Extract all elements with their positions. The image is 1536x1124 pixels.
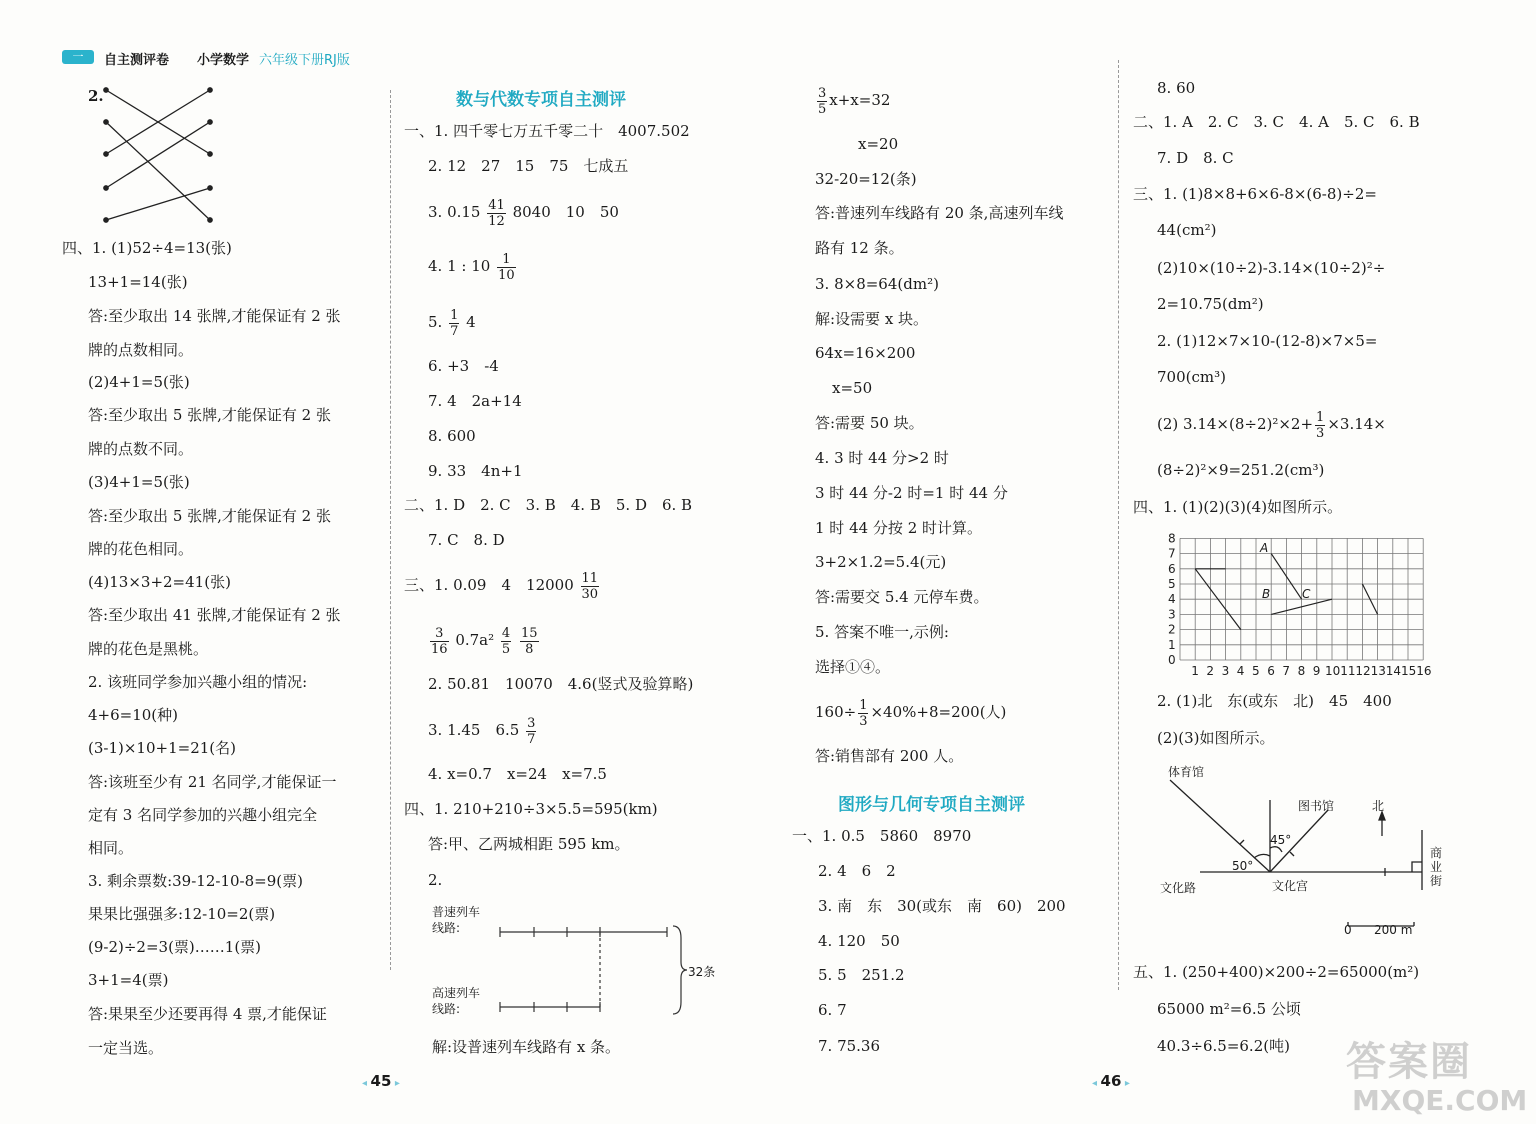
header-subject: 小学数学: [197, 53, 250, 68]
grid-y-tick: 3: [1168, 607, 1176, 622]
answer-line: 牌的点数相同。: [88, 341, 194, 359]
fraction: $\frac{1}{3}$: [859, 697, 868, 729]
answer-line: 2. 50.81 10070 4.6(竖式及验算略): [428, 675, 694, 693]
grid-y-tick: 5: [1168, 577, 1176, 591]
answer-line: (3-1)×10+1=21(名): [88, 739, 236, 757]
answer-line: 五、1. (250+400)×200÷2=65000(m²): [1133, 963, 1420, 981]
answer-line: $\frac{3}{5}$ x+x=32: [818, 85, 891, 117]
answer-line: 3. 8×8=64(dm²): [815, 275, 939, 293]
answer-line: 4. x=0.7 x=24 x=7.5: [428, 765, 607, 783]
answer-line: 7. D 8. C: [1157, 149, 1234, 167]
answer-line: 果果比强强多:12-10=2(票): [88, 905, 276, 923]
map-label-wenhualu: 文化路: [1160, 881, 1197, 895]
answer-line: 3 时 44 分-2 时=1 时 44 分: [815, 484, 1008, 502]
section-title-algebra: 数与代数专项自主测评: [456, 90, 626, 110]
answer-line: 4. 120 50: [818, 932, 900, 950]
watermark-logo: 答案圈: [1346, 1039, 1472, 1085]
answer-line: 答:至少取出 14 张牌,才能保证有 2 张: [88, 307, 341, 325]
answer-line: x=50: [832, 379, 873, 397]
answer-line: 4. 3 时 44 分>2 时: [815, 449, 949, 467]
answer-line: 答:甲、乙两城相距 595 km。: [428, 835, 630, 853]
grid-x-tick: 14: [1385, 664, 1402, 678]
header-badge: 一: [62, 50, 94, 64]
answer-line: (4)13×3+2=41(张): [88, 573, 231, 591]
answer-line: $\frac{3}{16}$ 0.7a² $\frac{4}{5}$ $\frac{15}{8}$: [431, 625, 538, 657]
column-divider-right: [1118, 60, 1119, 990]
answer-line: 定有 3 名同学参加的兴趣小组完全: [88, 806, 318, 824]
answer-line: 路有 12 条。: [815, 239, 904, 257]
answer-line: 答:需要交 5.4 元停车费。: [815, 588, 989, 606]
map-angle-45: 45°: [1270, 833, 1292, 847]
answer-line: 2. (1)12×7×10-(12-8)×7×5=: [1157, 332, 1378, 350]
answer-line: 3. 南 东 30(或东 南 60) 200: [818, 897, 1066, 915]
answer-line: 一、1. 0.5 5860 8970: [792, 827, 972, 845]
question-2-label: 2.: [88, 87, 104, 105]
answer-line: 6. 7: [818, 1001, 847, 1019]
answer-line: 4. 1 : 10 $\frac{1}{10}$: [428, 251, 515, 283]
answer-line: 4+6=10(种): [88, 706, 179, 724]
section-title-geometry: 图形与几何专项自主测评: [838, 795, 1025, 815]
answer-line: 答:至少取出 41 张牌,才能保证有 2 张: [88, 606, 341, 624]
fraction: $\frac{1}{10}$: [498, 251, 515, 283]
grid-label-C: C: [1302, 587, 1311, 601]
answer-line: 2.: [428, 871, 443, 889]
header-series: 自主测评卷: [104, 53, 170, 68]
answer-line: 3. 1.45 6.5 $\frac{3}{7}$: [428, 715, 536, 747]
answer-line: 5. $\frac{1}{7}$ 4: [428, 307, 476, 339]
answer-line: (2)10×(10÷2)-3.14×(10÷2)²÷: [1157, 259, 1386, 277]
answer-line: 3+2×1.2=5.4(元): [815, 553, 947, 571]
answer-line: 答:普速列车线路有 20 条,高速列车线: [815, 204, 1064, 222]
fraction: $\frac{3}{16}$: [431, 625, 448, 657]
grid-x-tick: 5: [1252, 664, 1260, 678]
answer-line: 四、1. (1)52÷4=13(张): [62, 239, 232, 257]
answer-line: 解:设需要 x 块。: [815, 310, 929, 328]
answer-line: 3. 剩余票数:39-12-10-8=9(票): [88, 872, 303, 890]
header-grade: 六年级下册RJ版: [259, 53, 350, 68]
coordinate-grid: [1158, 532, 1438, 682]
answer-line: 答:需要 50 块。: [815, 414, 924, 432]
fraction: $\frac{4}{5}$: [501, 625, 511, 657]
answer-line: 二、1. A 2. C 3. C 4. A 5. C 6. B: [1133, 113, 1420, 131]
grid-y-tick: 2: [1168, 622, 1176, 637]
column-divider-left: [390, 90, 391, 970]
answer-line: 3. 0.15 $\frac{41}{12}$ 8040 10 50: [428, 197, 619, 229]
answer-line: 700(cm³): [1157, 368, 1226, 386]
answer-line: 7. 4 2a+14: [428, 392, 522, 410]
answer-line: 2. 该班同学参加兴趣小组的情况:: [88, 673, 308, 691]
answer-line: 44(cm²): [1157, 221, 1217, 239]
answer-line: (2) 3.14×(8÷2)²×2+ $\frac{1}{3}$ ×3.14×: [1157, 409, 1386, 441]
map-label-shangyejie: 商业街: [1430, 846, 1443, 888]
answer-line: 160÷ $\frac{1}{3}$ ×40%+8=200(人): [815, 697, 1007, 729]
fraction: $\frac{1}{3}$: [1316, 409, 1325, 441]
answer-line: 一、1. 四千零七万五千零二十 4007.502: [404, 122, 690, 140]
fraction: $\frac{15}{8}$: [520, 625, 538, 657]
answer-line: 2. 12 27 15 75 七成五: [428, 157, 629, 175]
grid-x-tick: 11: [1340, 664, 1356, 678]
answer-line: x=20: [858, 135, 899, 153]
map-label-wenhuagong: 文化宫: [1272, 879, 1309, 893]
grid-x-tick: 2: [1206, 664, 1215, 678]
grid-x-tick: 8: [1297, 664, 1306, 678]
answer-line: (8÷2)²×9=251.2(cm³): [1157, 461, 1325, 479]
grid-x-tick: 10: [1325, 664, 1341, 678]
answer-line: 2=10.75(dm²): [1157, 295, 1264, 313]
grid-x-tick: 16: [1416, 664, 1432, 678]
answer-line: 三、1. 0.09 4 12000 $\frac{11}{30}$: [404, 570, 599, 602]
answer-line: 解:设普速列车线路有 x 条。: [432, 1038, 621, 1056]
grid-y-tick: 1: [1168, 637, 1176, 652]
grid-x-tick: 6: [1267, 664, 1275, 678]
answer-line: 2. 4 6 2: [818, 862, 896, 880]
direction-map: [1150, 760, 1450, 940]
fraction: $\frac{1}{7}$: [450, 307, 459, 339]
answer-line: 13+1=14(张): [88, 273, 188, 291]
grid-x-tick: 15: [1401, 664, 1417, 678]
fraction: $\frac{3}{7}$: [527, 715, 536, 747]
answer-line: 牌的点数不同。: [88, 440, 194, 458]
answer-line: 四、1. 210+210÷3×5.5=595(km): [404, 800, 658, 818]
answer-line: (3)4+1=5(张): [88, 473, 190, 491]
page-number-left: ◂ 45 ▸: [362, 1072, 400, 1090]
answer-line: 32-20=12(条): [815, 170, 917, 188]
answer-line: 1 时 44 分按 2 时计算。: [815, 519, 983, 537]
grid-y-tick: 4: [1168, 592, 1176, 607]
answer-line: 40.3÷6.5=6.2(吨): [1157, 1037, 1290, 1055]
answer-line: 答:至少取出 5 张牌,才能保证有 2 张: [88, 507, 331, 525]
answer-line: 答:至少取出 5 张牌,才能保证有 2 张: [88, 406, 331, 424]
map-scale-zero: 0: [1344, 923, 1352, 937]
fraction: $\frac{41}{12}$: [488, 197, 505, 229]
watermark-url: MXQE.COM: [1352, 1084, 1528, 1117]
grid-label-A: A: [1260, 541, 1269, 555]
diagram-label-highspeed: 高速列车 线路:: [432, 986, 481, 1016]
answer-line: 65000 m²=6.5 公顷: [1157, 1000, 1301, 1018]
grid-x-tick: 3: [1221, 664, 1230, 678]
answer-line: 6. +3 -4: [428, 357, 499, 375]
map-scale-label: 200 m: [1374, 923, 1413, 937]
grid-x-tick: 9: [1312, 664, 1321, 678]
matching-lines: [100, 86, 220, 226]
grid-y-tick: 0: [1168, 653, 1176, 667]
map-label-tushuguan: 图书馆: [1298, 799, 1335, 813]
answer-line: 答:销售部有 200 人。: [815, 747, 964, 765]
grid-x-tick: 4: [1236, 664, 1245, 678]
grid-x-tick: 1: [1191, 664, 1199, 678]
answer-line: 选择①④。: [815, 658, 891, 676]
answer-line: 5. 5 251.2: [818, 966, 905, 984]
grid-x-tick: 7: [1282, 664, 1291, 678]
page-number-right: ◂ 46 ▸: [1092, 1072, 1130, 1090]
diagram-label-regular: 普速列车 线路:: [432, 905, 481, 935]
grid-y-tick: 8: [1168, 531, 1176, 546]
answer-line: 答:该班至少有 21 名同学,才能保证一: [88, 773, 337, 791]
answer-line: 2. (1)北 东(或东 北) 45 400: [1157, 692, 1392, 710]
fraction: $\frac{3}{5}$: [818, 85, 827, 117]
answer-line: 7. 75.36: [818, 1037, 881, 1055]
map-label-tiyuguan: 体育馆: [1168, 765, 1205, 779]
diagram-total-label: 32条: [688, 965, 716, 979]
answer-line: (2)4+1=5(张): [88, 373, 190, 391]
answer-line: 三、1. (1)8×8+6×6-8×(6-8)÷2=: [1133, 185, 1377, 203]
answer-line: 四、1. (1)(2)(3)(4)如图所示。: [1133, 498, 1343, 516]
grid-x-tick: 13: [1370, 664, 1386, 678]
grid-x-tick: 12: [1355, 664, 1371, 678]
answer-line: 7. C 8. D: [428, 531, 505, 549]
answer-line: 9. 33 4n+1: [428, 462, 523, 480]
answer-line: 8. 60: [1157, 79, 1196, 97]
answer-line: (9-2)÷2=3(票)……1(票): [88, 938, 262, 956]
answer-line: 牌的花色是黑桃。: [88, 640, 209, 658]
map-label-north: 北: [1372, 799, 1385, 813]
map-angle-50: 50°: [1232, 859, 1254, 873]
answer-line: 二、1. D 2. C 3. B 4. B 5. D 6. B: [404, 496, 693, 514]
answer-line: (2)(3)如图所示。: [1157, 729, 1275, 747]
answer-line: 答:果果至少还要再得 4 票,才能保证: [88, 1005, 327, 1023]
answer-line: 5. 答案不唯一,示例:: [815, 623, 949, 641]
answer-line: 相同。: [88, 839, 134, 857]
answer-line: 64x=16×200: [815, 344, 916, 362]
answer-line: 一定当选。: [88, 1039, 164, 1057]
grid-y-tick: 6: [1168, 561, 1176, 576]
fraction: $\frac{11}{30}$: [581, 570, 599, 602]
grid-y-tick: 7: [1168, 546, 1176, 561]
answer-line: 8. 600: [428, 427, 476, 445]
grid-label-B: B: [1262, 587, 1271, 601]
answer-line: 3+1=4(票): [88, 971, 169, 989]
answer-line: 牌的花色相同。: [88, 540, 194, 558]
